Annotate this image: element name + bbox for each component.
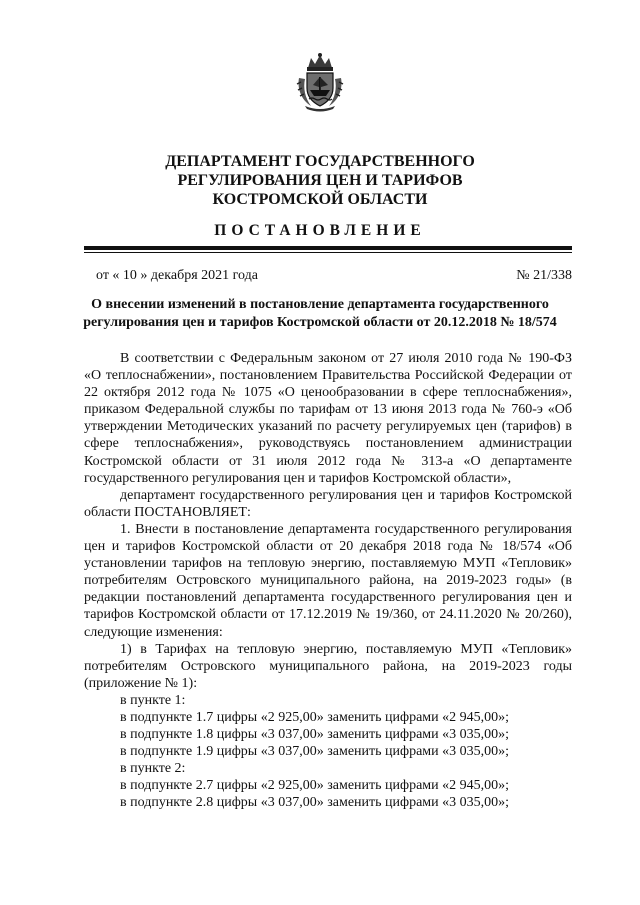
amendment-line: в пункте 1: [120,692,186,708]
amendment-line: в подпункте 2.8 цифры «3 037,00» заменить цифрами «3 035,00»; [120,795,510,811]
amendment-line: в пункте 2: [120,761,186,777]
department-line-3: КОСТРОМСКОЙ ОБЛАСТИ [212,191,428,208]
amendment-line: в подпункте 2.7 цифры «2 925,00» заменить цифрами «2 945,00»; [120,778,510,794]
document-number: № 21/338 [516,268,572,283]
amendment-line: в подпункте 1.9 цифры «3 037,00» заменить цифрами «3 035,00»; [120,744,510,760]
department-name [60,152,580,209]
paragraph-subitem-1: 1) в Тарифах на тепловую энергию, поставляемую МУП «Тепловик» потребителям Островского муниципального района, на 2019-2023 годы (приложение № 1): [84,641,572,691]
document-body [84,350,572,812]
header-divider-thin [84,252,572,253]
department-line-1: ДЕПАРТАМЕНТ ГОСУДАРСТВЕННОГО [165,153,475,170]
paragraph-resolves: департамент государственного регулирования цен и тарифов Костромской области ПОСТАНОВЛЯЕТ: [84,487,572,520]
document-type-title: ПОСТАНОВЛЕНИЕ [214,222,426,239]
paragraph-item-1: 1. Внести в постановление департамента государственного регулирования цен и тарифов Костромской области от 20 декабря 2018 года № 18/574 «Об установлении тарифов на тепловую энергию, поставляемую МУП «Тепловик» потребителям Островского муниципального района, на 2019-2023 годы» (в редакции постановлений департамента государственного регулирования цен и тарифов Костромской области от 17.12.2019 № 19/360, от 24.11.2020 № 20/260), следующие изменения: [84,521,572,640]
amendment-line: в подпункте 1.7 цифры «2 925,00» заменить цифрами «2 945,00»; [120,709,510,725]
paragraph-legal-basis: В соответствии с Федеральным законом от 27 июля 2010 года № 190-ФЗ «О теплоснабжении», постановлением Правительства Российской Федерации от 22 октября 2012 года № 1075 «О ценообразовании в сфере теплоснабжения», приказом Федеральной службы по тарифам от 13 июня 2013 года № 760-э «Об утверждении Методических указаний по расчету регулируемых цен (тарифов) в сфере теплоснабжения», руководствуясь постановлением администрации Костромской области от 31 июля 2012 года № 313-а «О департаменте государственного регулирования цен и тарифов Костромской области», [84,351,572,486]
heading-line-2: регулирования цен и тарифов Костромской области от 20.12.2018 № 18/574 [83,315,557,330]
document-heading [70,296,570,332]
heading-line-1: О внесении изменений в постановление департамента государственного [91,297,549,312]
header-divider-thick [84,246,572,250]
document-date: от « 10 » декабря 2021 года [96,268,258,283]
department-line-2: РЕГУЛИРОВАНИЯ ЦЕН И ТАРИФОВ [177,172,463,189]
coat-of-arms-icon [295,52,345,112]
amendment-line: в подпункте 1.8 цифры «3 037,00» заменить цифрами «3 035,00»; [120,727,510,743]
